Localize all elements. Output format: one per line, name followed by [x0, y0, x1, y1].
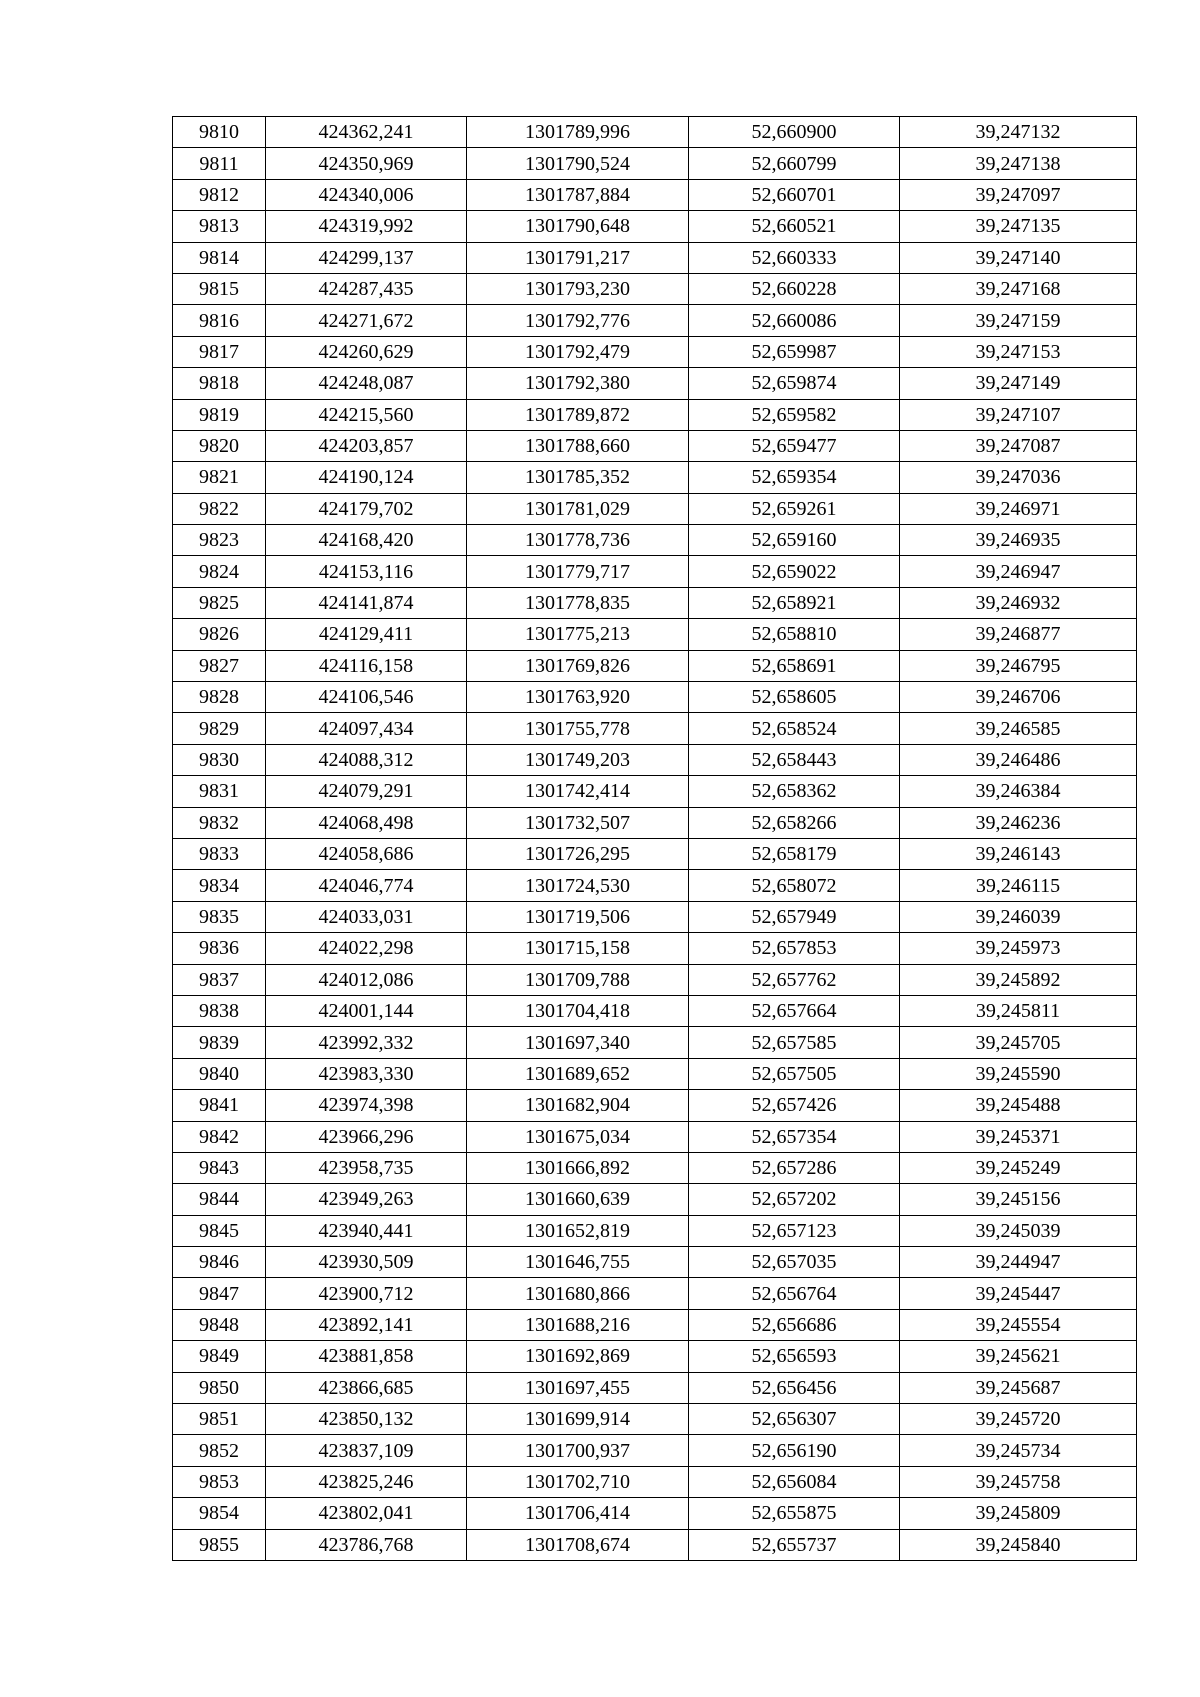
longitude-cell: 39,244947 — [900, 1247, 1137, 1278]
table-row — [173, 1404, 1137, 1435]
latitude-cell: 52,657505 — [689, 1058, 900, 1089]
latitude-cell: 52,657123 — [689, 1215, 900, 1246]
x-coordinate-cell: 424012,086 — [266, 964, 467, 995]
table-row — [173, 117, 1137, 148]
latitude-cell: 52,657664 — [689, 995, 900, 1026]
x-coordinate-cell: 424068,498 — [266, 807, 467, 838]
table-row — [173, 336, 1137, 367]
table-row — [173, 587, 1137, 618]
table-row — [173, 776, 1137, 807]
y-coordinate-cell: 1301689,652 — [467, 1058, 689, 1089]
point-number-cell: 9819 — [173, 399, 266, 430]
point-number-cell: 9846 — [173, 1247, 266, 1278]
latitude-cell: 52,657853 — [689, 933, 900, 964]
longitude-cell: 39,245156 — [900, 1184, 1137, 1215]
longitude-cell: 39,245039 — [900, 1215, 1137, 1246]
table-row — [173, 1309, 1137, 1340]
longitude-cell: 39,247097 — [900, 179, 1137, 210]
table-row — [173, 556, 1137, 587]
table-row — [173, 1278, 1137, 1309]
y-coordinate-cell: 1301724,530 — [467, 870, 689, 901]
latitude-cell: 52,658072 — [689, 870, 900, 901]
latitude-cell: 52,658362 — [689, 776, 900, 807]
table-row — [173, 838, 1137, 869]
y-coordinate-cell: 1301790,524 — [467, 148, 689, 179]
latitude-cell: 52,657202 — [689, 1184, 900, 1215]
y-coordinate-cell: 1301791,217 — [467, 242, 689, 273]
x-coordinate-cell: 423892,141 — [266, 1309, 467, 1340]
point-number-cell: 9817 — [173, 336, 266, 367]
table-row — [173, 964, 1137, 995]
latitude-cell: 52,657426 — [689, 1090, 900, 1121]
table-row — [173, 242, 1137, 273]
y-coordinate-cell: 1301702,710 — [467, 1466, 689, 1497]
latitude-cell: 52,656190 — [689, 1435, 900, 1466]
latitude-cell: 52,660333 — [689, 242, 900, 273]
point-number-cell: 9818 — [173, 368, 266, 399]
point-number-cell: 9831 — [173, 776, 266, 807]
latitude-cell: 52,660086 — [689, 305, 900, 336]
latitude-cell: 52,660228 — [689, 273, 900, 304]
table-row — [173, 1184, 1137, 1215]
y-coordinate-cell: 1301709,788 — [467, 964, 689, 995]
x-coordinate-cell: 424046,774 — [266, 870, 467, 901]
x-coordinate-cell: 424088,312 — [266, 744, 467, 775]
x-coordinate-cell: 423837,109 — [266, 1435, 467, 1466]
latitude-cell: 52,659582 — [689, 399, 900, 430]
x-coordinate-cell: 424001,144 — [266, 995, 467, 1026]
table-row — [173, 807, 1137, 838]
table-row — [173, 462, 1137, 493]
y-coordinate-cell: 1301792,776 — [467, 305, 689, 336]
point-number-cell: 9854 — [173, 1498, 266, 1529]
table-row — [173, 1498, 1137, 1529]
longitude-cell: 39,245811 — [900, 995, 1137, 1026]
latitude-cell: 52,658266 — [689, 807, 900, 838]
latitude-cell: 52,656456 — [689, 1372, 900, 1403]
latitude-cell: 52,658443 — [689, 744, 900, 775]
point-number-cell: 9824 — [173, 556, 266, 587]
latitude-cell: 52,656593 — [689, 1341, 900, 1372]
x-coordinate-cell: 424215,560 — [266, 399, 467, 430]
x-coordinate-cell: 424079,291 — [266, 776, 467, 807]
longitude-cell: 39,247036 — [900, 462, 1137, 493]
longitude-cell: 39,246935 — [900, 525, 1137, 556]
longitude-cell: 39,247153 — [900, 336, 1137, 367]
x-coordinate-cell: 424058,686 — [266, 838, 467, 869]
longitude-cell: 39,245554 — [900, 1309, 1137, 1340]
longitude-cell: 39,245687 — [900, 1372, 1137, 1403]
y-coordinate-cell: 1301785,352 — [467, 462, 689, 493]
longitude-cell: 39,247140 — [900, 242, 1137, 273]
x-coordinate-cell: 424299,137 — [266, 242, 467, 273]
y-coordinate-cell: 1301660,639 — [467, 1184, 689, 1215]
table-row — [173, 744, 1137, 775]
y-coordinate-cell: 1301706,414 — [467, 1498, 689, 1529]
longitude-cell: 39,245590 — [900, 1058, 1137, 1089]
longitude-cell: 39,245249 — [900, 1152, 1137, 1183]
table-row — [173, 1215, 1137, 1246]
y-coordinate-cell: 1301700,937 — [467, 1435, 689, 1466]
table-row — [173, 1090, 1137, 1121]
point-number-cell: 9832 — [173, 807, 266, 838]
y-coordinate-cell: 1301775,213 — [467, 619, 689, 650]
longitude-cell: 39,246585 — [900, 713, 1137, 744]
y-coordinate-cell: 1301763,920 — [467, 682, 689, 713]
point-number-cell: 9837 — [173, 964, 266, 995]
x-coordinate-cell: 424190,124 — [266, 462, 467, 493]
longitude-cell: 39,245809 — [900, 1498, 1137, 1529]
point-number-cell: 9813 — [173, 211, 266, 242]
x-coordinate-cell: 424271,672 — [266, 305, 467, 336]
table-row — [173, 619, 1137, 650]
y-coordinate-cell: 1301755,778 — [467, 713, 689, 744]
point-number-cell: 9848 — [173, 1309, 266, 1340]
latitude-cell: 52,659160 — [689, 525, 900, 556]
table-row — [173, 713, 1137, 744]
longitude-cell: 39,246971 — [900, 493, 1137, 524]
table-row — [173, 179, 1137, 210]
table-row — [173, 1247, 1137, 1278]
x-coordinate-cell: 423786,768 — [266, 1529, 467, 1560]
longitude-cell: 39,245973 — [900, 933, 1137, 964]
point-number-cell: 9838 — [173, 995, 266, 1026]
latitude-cell: 52,660521 — [689, 211, 900, 242]
point-number-cell: 9834 — [173, 870, 266, 901]
latitude-cell: 52,659874 — [689, 368, 900, 399]
y-coordinate-cell: 1301675,034 — [467, 1121, 689, 1152]
table-row — [173, 368, 1137, 399]
table-row — [173, 211, 1137, 242]
y-coordinate-cell: 1301793,230 — [467, 273, 689, 304]
y-coordinate-cell: 1301787,884 — [467, 179, 689, 210]
x-coordinate-cell: 423966,296 — [266, 1121, 467, 1152]
point-number-cell: 9841 — [173, 1090, 266, 1121]
x-coordinate-cell: 423949,263 — [266, 1184, 467, 1215]
coordinates-table-body — [173, 117, 1137, 1561]
x-coordinate-cell: 424179,702 — [266, 493, 467, 524]
longitude-cell: 39,247168 — [900, 273, 1137, 304]
longitude-cell: 39,246932 — [900, 587, 1137, 618]
x-coordinate-cell: 424097,434 — [266, 713, 467, 744]
point-number-cell: 9830 — [173, 744, 266, 775]
point-number-cell: 9828 — [173, 682, 266, 713]
point-number-cell: 9827 — [173, 650, 266, 681]
point-number-cell: 9810 — [173, 117, 266, 148]
x-coordinate-cell: 424350,969 — [266, 148, 467, 179]
y-coordinate-cell: 1301789,996 — [467, 117, 689, 148]
point-number-cell: 9829 — [173, 713, 266, 744]
latitude-cell: 52,658605 — [689, 682, 900, 713]
table-row — [173, 995, 1137, 1026]
latitude-cell: 52,656764 — [689, 1278, 900, 1309]
point-number-cell: 9811 — [173, 148, 266, 179]
x-coordinate-cell: 423850,132 — [266, 1404, 467, 1435]
point-number-cell: 9843 — [173, 1152, 266, 1183]
point-number-cell: 9816 — [173, 305, 266, 336]
y-coordinate-cell: 1301778,835 — [467, 587, 689, 618]
point-number-cell: 9812 — [173, 179, 266, 210]
x-coordinate-cell: 423983,330 — [266, 1058, 467, 1089]
x-coordinate-cell: 423825,246 — [266, 1466, 467, 1497]
y-coordinate-cell: 1301719,506 — [467, 901, 689, 932]
latitude-cell: 52,659022 — [689, 556, 900, 587]
y-coordinate-cell: 1301697,340 — [467, 1027, 689, 1058]
point-number-cell: 9840 — [173, 1058, 266, 1089]
latitude-cell: 52,657949 — [689, 901, 900, 932]
y-coordinate-cell: 1301704,418 — [467, 995, 689, 1026]
table-row — [173, 273, 1137, 304]
latitude-cell: 52,658921 — [689, 587, 900, 618]
point-number-cell: 9849 — [173, 1341, 266, 1372]
table-row — [173, 1027, 1137, 1058]
y-coordinate-cell: 1301708,674 — [467, 1529, 689, 1560]
longitude-cell: 39,247087 — [900, 430, 1137, 461]
longitude-cell: 39,246486 — [900, 744, 1137, 775]
longitude-cell: 39,245892 — [900, 964, 1137, 995]
latitude-cell: 52,657354 — [689, 1121, 900, 1152]
longitude-cell: 39,245758 — [900, 1466, 1137, 1497]
longitude-cell: 39,245734 — [900, 1435, 1137, 1466]
y-coordinate-cell: 1301726,295 — [467, 838, 689, 869]
y-coordinate-cell: 1301680,866 — [467, 1278, 689, 1309]
latitude-cell: 52,660900 — [689, 117, 900, 148]
y-coordinate-cell: 1301666,892 — [467, 1152, 689, 1183]
longitude-cell: 39,245840 — [900, 1529, 1137, 1560]
latitude-cell: 52,655737 — [689, 1529, 900, 1560]
longitude-cell: 39,246947 — [900, 556, 1137, 587]
latitude-cell: 52,655875 — [689, 1498, 900, 1529]
y-coordinate-cell: 1301732,507 — [467, 807, 689, 838]
latitude-cell: 52,658524 — [689, 713, 900, 744]
x-coordinate-cell: 423992,332 — [266, 1027, 467, 1058]
longitude-cell: 39,246039 — [900, 901, 1137, 932]
y-coordinate-cell: 1301692,869 — [467, 1341, 689, 1372]
table-row — [173, 1121, 1137, 1152]
x-coordinate-cell: 424260,629 — [266, 336, 467, 367]
longitude-cell: 39,246143 — [900, 838, 1137, 869]
y-coordinate-cell: 1301789,872 — [467, 399, 689, 430]
x-coordinate-cell: 424340,006 — [266, 179, 467, 210]
latitude-cell: 52,658179 — [689, 838, 900, 869]
x-coordinate-cell: 424319,992 — [266, 211, 467, 242]
y-coordinate-cell: 1301788,660 — [467, 430, 689, 461]
x-coordinate-cell: 423802,041 — [266, 1498, 467, 1529]
point-number-cell: 9833 — [173, 838, 266, 869]
y-coordinate-cell: 1301781,029 — [467, 493, 689, 524]
longitude-cell: 39,245720 — [900, 1404, 1137, 1435]
y-coordinate-cell: 1301779,717 — [467, 556, 689, 587]
table-row — [173, 148, 1137, 179]
latitude-cell: 52,659354 — [689, 462, 900, 493]
table-row — [173, 1466, 1137, 1497]
x-coordinate-cell: 424153,116 — [266, 556, 467, 587]
y-coordinate-cell: 1301652,819 — [467, 1215, 689, 1246]
y-coordinate-cell: 1301769,826 — [467, 650, 689, 681]
longitude-cell: 39,247138 — [900, 148, 1137, 179]
point-number-cell: 9851 — [173, 1404, 266, 1435]
point-number-cell: 9814 — [173, 242, 266, 273]
table-row — [173, 870, 1137, 901]
y-coordinate-cell: 1301697,455 — [467, 1372, 689, 1403]
point-number-cell: 9822 — [173, 493, 266, 524]
x-coordinate-cell: 423930,509 — [266, 1247, 467, 1278]
y-coordinate-cell: 1301688,216 — [467, 1309, 689, 1340]
table-row — [173, 430, 1137, 461]
longitude-cell: 39,245621 — [900, 1341, 1137, 1372]
point-number-cell: 9836 — [173, 933, 266, 964]
longitude-cell: 39,246236 — [900, 807, 1137, 838]
point-number-cell: 9850 — [173, 1372, 266, 1403]
y-coordinate-cell: 1301792,479 — [467, 336, 689, 367]
latitude-cell: 52,660799 — [689, 148, 900, 179]
point-number-cell: 9835 — [173, 901, 266, 932]
latitude-cell: 52,659261 — [689, 493, 900, 524]
point-number-cell: 9845 — [173, 1215, 266, 1246]
latitude-cell: 52,656307 — [689, 1404, 900, 1435]
x-coordinate-cell: 424033,031 — [266, 901, 467, 932]
longitude-cell: 39,246795 — [900, 650, 1137, 681]
table-row — [173, 493, 1137, 524]
point-number-cell: 9821 — [173, 462, 266, 493]
y-coordinate-cell: 1301778,736 — [467, 525, 689, 556]
x-coordinate-cell: 424129,411 — [266, 619, 467, 650]
longitude-cell: 39,247135 — [900, 211, 1137, 242]
latitude-cell: 52,660701 — [689, 179, 900, 210]
longitude-cell: 39,247159 — [900, 305, 1137, 336]
y-coordinate-cell: 1301682,904 — [467, 1090, 689, 1121]
x-coordinate-cell: 424106,546 — [266, 682, 467, 713]
latitude-cell: 52,657762 — [689, 964, 900, 995]
x-coordinate-cell: 424248,087 — [266, 368, 467, 399]
point-number-cell: 9842 — [173, 1121, 266, 1152]
table-row — [173, 650, 1137, 681]
x-coordinate-cell: 424022,298 — [266, 933, 467, 964]
y-coordinate-cell: 1301790,648 — [467, 211, 689, 242]
table-row — [173, 933, 1137, 964]
x-coordinate-cell: 423958,735 — [266, 1152, 467, 1183]
latitude-cell: 52,659987 — [689, 336, 900, 367]
longitude-cell: 39,246877 — [900, 619, 1137, 650]
latitude-cell: 52,658691 — [689, 650, 900, 681]
x-coordinate-cell: 423974,398 — [266, 1090, 467, 1121]
table-row — [173, 1435, 1137, 1466]
latitude-cell: 52,656686 — [689, 1309, 900, 1340]
longitude-cell: 39,245447 — [900, 1278, 1137, 1309]
point-number-cell: 9855 — [173, 1529, 266, 1560]
longitude-cell: 39,247107 — [900, 399, 1137, 430]
point-number-cell: 9853 — [173, 1466, 266, 1497]
x-coordinate-cell: 423900,712 — [266, 1278, 467, 1309]
table-row — [173, 305, 1137, 336]
coordinates-table — [172, 116, 1137, 1561]
y-coordinate-cell: 1301646,755 — [467, 1247, 689, 1278]
point-number-cell: 9839 — [173, 1027, 266, 1058]
longitude-cell: 39,247132 — [900, 117, 1137, 148]
table-row — [173, 399, 1137, 430]
x-coordinate-cell: 424116,158 — [266, 650, 467, 681]
y-coordinate-cell: 1301715,158 — [467, 933, 689, 964]
x-coordinate-cell: 424168,420 — [266, 525, 467, 556]
latitude-cell: 52,657035 — [689, 1247, 900, 1278]
longitude-cell: 39,246706 — [900, 682, 1137, 713]
table-row — [173, 1372, 1137, 1403]
latitude-cell: 52,657585 — [689, 1027, 900, 1058]
x-coordinate-cell: 424287,435 — [266, 273, 467, 304]
x-coordinate-cell: 424203,857 — [266, 430, 467, 461]
x-coordinate-cell: 424362,241 — [266, 117, 467, 148]
point-number-cell: 9826 — [173, 619, 266, 650]
y-coordinate-cell: 1301749,203 — [467, 744, 689, 775]
table-row — [173, 1341, 1137, 1372]
longitude-cell: 39,245705 — [900, 1027, 1137, 1058]
longitude-cell: 39,245488 — [900, 1090, 1137, 1121]
latitude-cell: 52,657286 — [689, 1152, 900, 1183]
point-number-cell: 9825 — [173, 587, 266, 618]
table-row — [173, 1529, 1137, 1560]
table-row — [173, 901, 1137, 932]
point-number-cell: 9852 — [173, 1435, 266, 1466]
longitude-cell: 39,246115 — [900, 870, 1137, 901]
longitude-cell: 39,245371 — [900, 1121, 1137, 1152]
latitude-cell: 52,656084 — [689, 1466, 900, 1497]
table-row — [173, 1058, 1137, 1089]
x-coordinate-cell: 423881,858 — [266, 1341, 467, 1372]
longitude-cell: 39,247149 — [900, 368, 1137, 399]
longitude-cell: 39,246384 — [900, 776, 1137, 807]
table-row — [173, 1152, 1137, 1183]
table-row — [173, 525, 1137, 556]
x-coordinate-cell: 423940,441 — [266, 1215, 467, 1246]
y-coordinate-cell: 1301699,914 — [467, 1404, 689, 1435]
point-number-cell: 9823 — [173, 525, 266, 556]
point-number-cell: 9820 — [173, 430, 266, 461]
y-coordinate-cell: 1301742,414 — [467, 776, 689, 807]
latitude-cell: 52,658810 — [689, 619, 900, 650]
point-number-cell: 9815 — [173, 273, 266, 304]
x-coordinate-cell: 424141,874 — [266, 587, 467, 618]
latitude-cell: 52,659477 — [689, 430, 900, 461]
point-number-cell: 9847 — [173, 1278, 266, 1309]
y-coordinate-cell: 1301792,380 — [467, 368, 689, 399]
x-coordinate-cell: 423866,685 — [266, 1372, 467, 1403]
point-number-cell: 9844 — [173, 1184, 266, 1215]
table-row — [173, 682, 1137, 713]
